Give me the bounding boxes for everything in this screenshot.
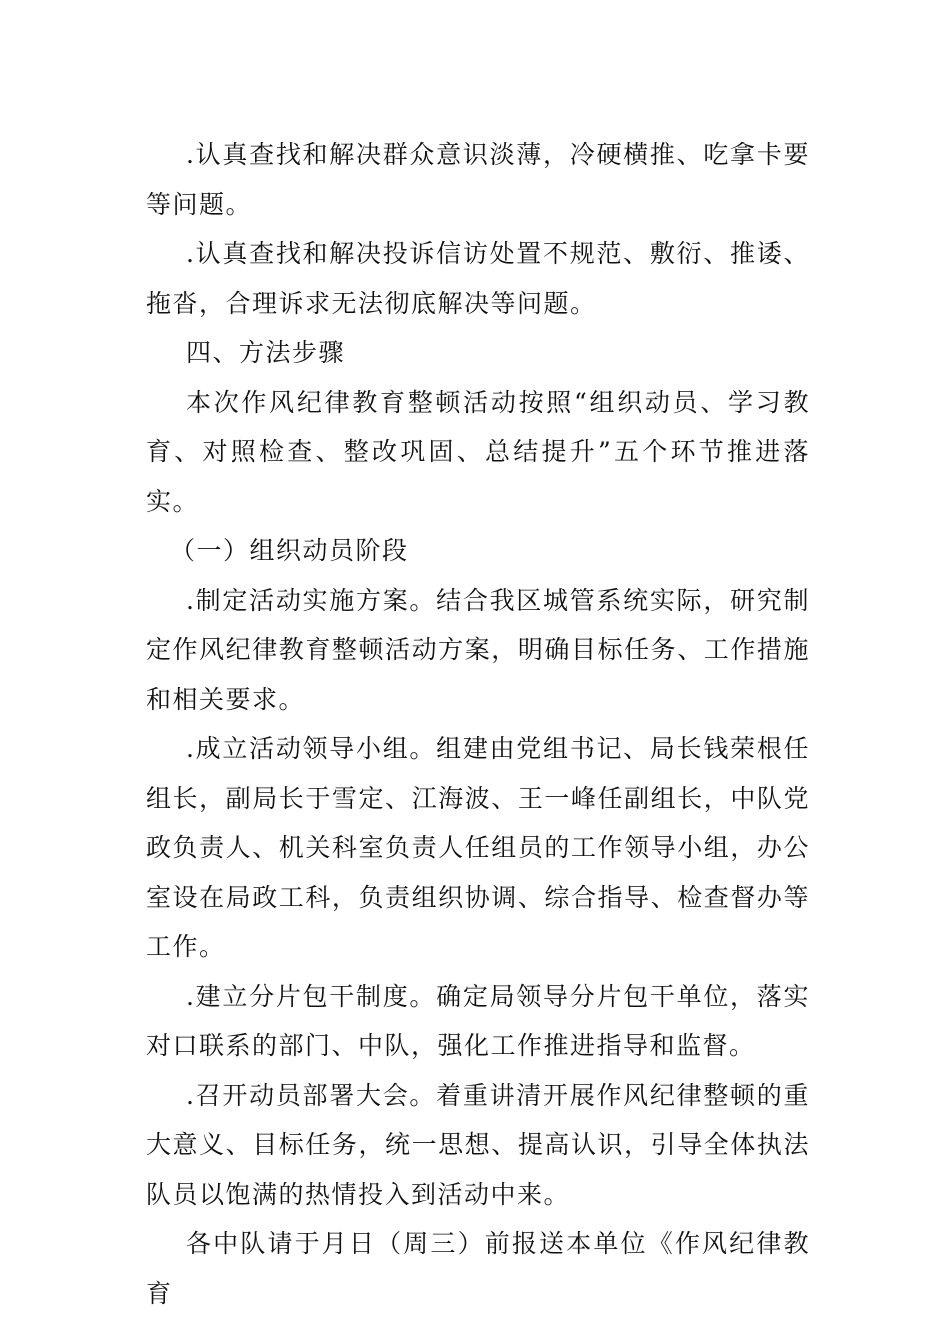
paragraph-leading-group: .成立活动领导小组。组建由党组书记、局长钱荣根任组长，副局长于雪定、江海波、王一峰任副组长，中队党政负责人、机关科室负责人任组员的工作领导小组，办公室设在局政工科，负责组织协调、综合指导、检查督办等工作。 <box>146 734 810 961</box>
paragraph-complaints-handling: .认真查找和解决投诉信访处置不规范、敷衍、推诿、拖沓，合理诉求无法彻底解决等问题。 <box>146 239 810 318</box>
paragraph-implementation-plan: .制定活动实施方案。结合我区城管系统实际，研究制定作风纪律教育整顿活动方案，明确目标任务、工作措施和相关要求。 <box>146 585 810 714</box>
section-heading-methods: 四、方法步骤 <box>186 338 346 367</box>
paragraph-mass-awareness: .认真查找和解决群众意识淡薄，冷硬横推、吃拿卡要等问题。 <box>146 140 810 219</box>
document-body <box>146 130 810 1318</box>
paragraph-submission-notice: 各中队请于月日（周三）前报送本单位《作风纪律教育 <box>146 1229 810 1308</box>
paragraph-five-stages: 本次作风纪律教育整顿活动按照“组织动员、学习教育、对照检查、整改巩固、总结提升”五个环节推进落实。 <box>146 387 810 516</box>
subsection-heading-mobilization: （一）组织动员阶段 <box>170 536 409 565</box>
paragraph-responsibility-system: .建立分片包干制度。确定局领导分片包干单位，落实对口联系的部门、中队，强化工作推进指导和监督。 <box>146 981 810 1060</box>
paragraph-mobilization-meeting: .召开动员部署大会。着重讲清开展作风纪律整顿的重大意义、目标任务，统一思想、提高认识，引导全体执法队员以饱满的热情投入到活动中来。 <box>146 1080 810 1209</box>
